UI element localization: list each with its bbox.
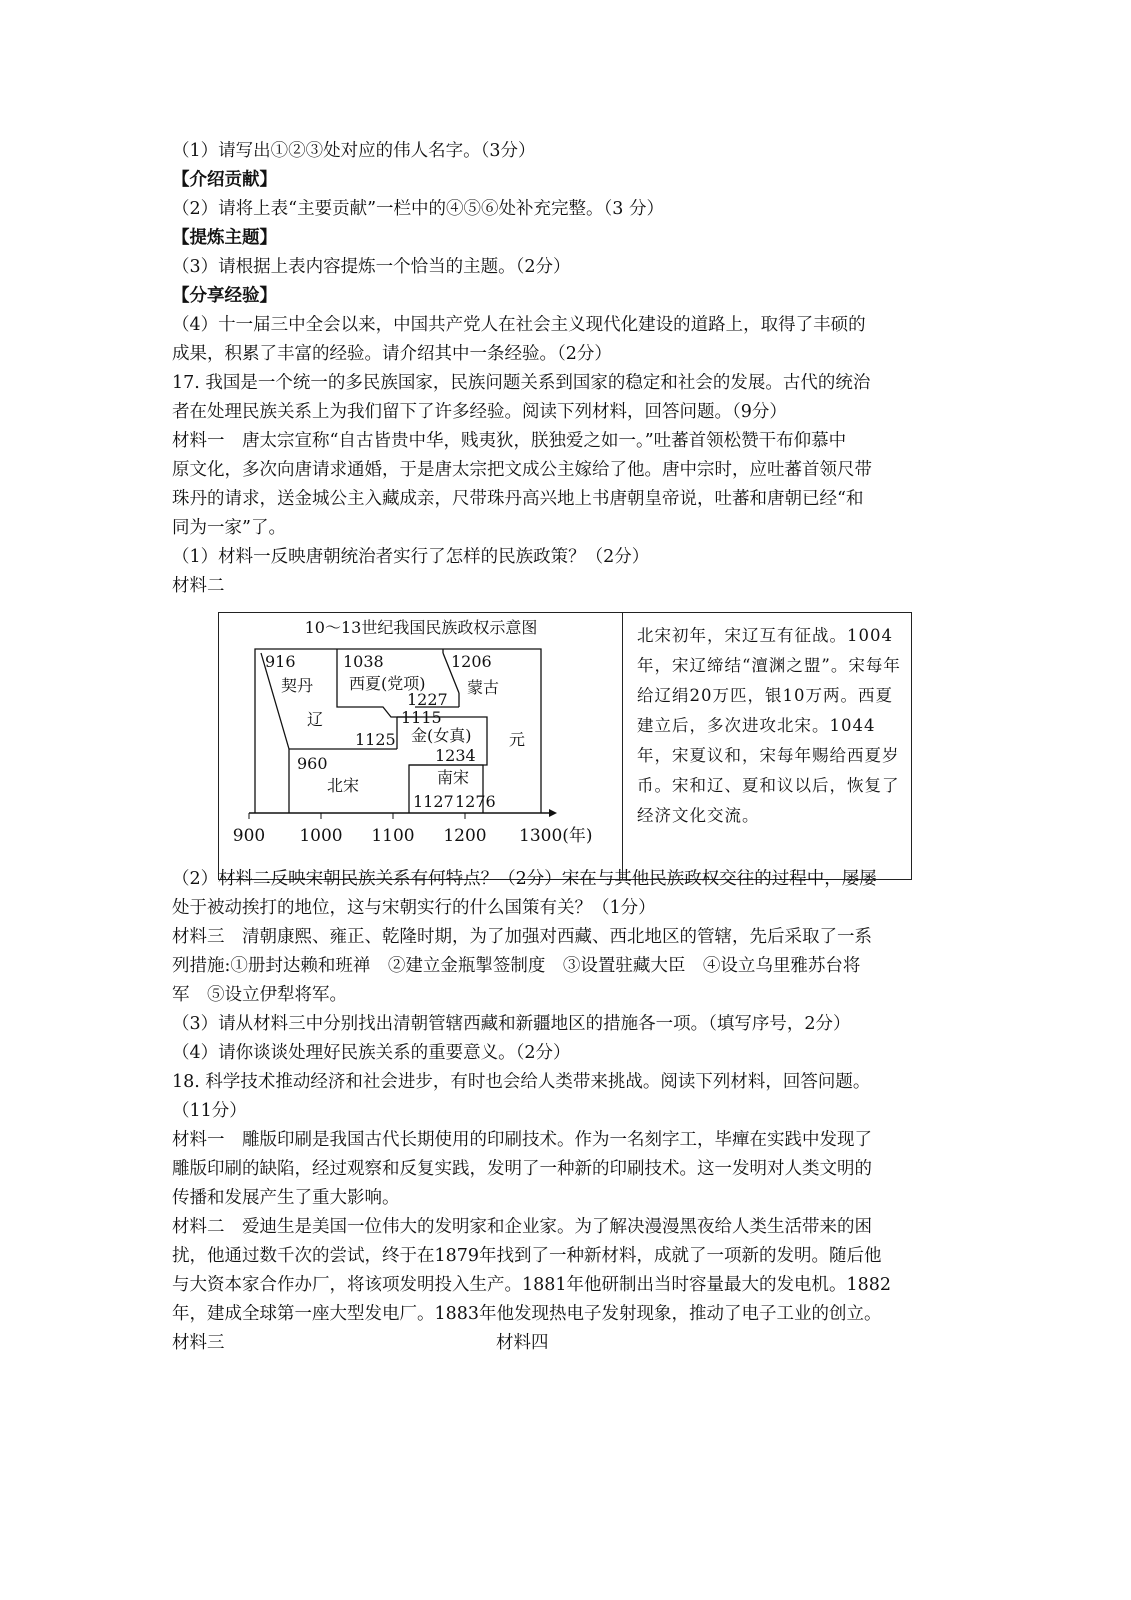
section-heading: 【提炼主题】	[172, 228, 277, 248]
material-2-figure	[218, 612, 912, 880]
material-text: 原文化，多次向唐请求通婚，于是唐太宗把文成公主嫁给了他。唐中宗时，应吐蕃首领尺带	[172, 460, 872, 480]
text-line: （3）请从材料三中分别找出清朝管辖西藏和新疆地区的措施各一项。（填写序号，2分）	[172, 1014, 851, 1034]
material-text: 同为一家”了。	[172, 518, 286, 538]
nansong-start: 1127	[413, 792, 454, 811]
material-text: 传播和发展产生了重大影响。	[172, 1188, 400, 1208]
regime-map	[219, 613, 623, 879]
material-label: 材料二	[172, 576, 225, 596]
text-line: 成果，积累了丰富的经验。请介绍其中一条经验。（2分）	[172, 344, 612, 364]
material-3-label: 材料三	[172, 1333, 225, 1353]
jin-name: 金(女真)	[411, 726, 472, 745]
text-line: 者在处理民族关系上为我们留下了许多经验。阅读下列材料，回答问题。（9分）	[172, 402, 787, 422]
material-text: 扰，他通过数千次的尝试，终于在1879年找到了一种新材料，成就了一项新的发明。随后他	[172, 1246, 882, 1266]
text-line: （4）请你谈谈处理好民族关系的重要意义。（2分）	[172, 1043, 571, 1063]
material-text: 列措施:①册封达赖和班禅 ②建立金瓶掣签制度 ③设置驻藏大臣 ④设立乌里雅苏台将	[172, 956, 861, 976]
beisong-name: 北宋	[327, 776, 360, 795]
beisong-start: 960	[297, 754, 328, 773]
text-line: 处于被动挨打的地位，这与宋朝实行的什么国策有关？（1分）	[172, 898, 656, 918]
material-text: 与大资本家合作办厂，将该项发明投入生产。1881年他研制出当时容量最大的发电机。1882	[172, 1275, 892, 1295]
axis-tick-label: 1000	[299, 826, 343, 846]
material-text: 年，建成全球第一座大型发电厂。1883年他发现热电子发射现象，推动了电子工业的创立。	[172, 1304, 882, 1324]
material-text: 雕版印刷的缺陷，经过观察和反复实践，发明了一种新的印刷技术。这一发明对人类文明的	[172, 1159, 872, 1179]
text-line: （2）材料二反映宋朝民族关系有何特点？（2分）宋在与其他民族政权交往的过程中，屡屡	[172, 869, 877, 889]
xixia-end: 1227	[407, 690, 448, 709]
jin-start: 1115	[401, 708, 442, 727]
axis-tick-label: 1100	[371, 826, 415, 846]
material-text: 材料三 清朝康熙、雍正、乾隆时期，为了加强对西藏、西北地区的管辖，先后采取了一系	[172, 927, 872, 947]
question-18-stem: 18. 科学技术推动经济和社会进步，有时也会给人类带来挑战。阅读下列材料，回答问题。	[172, 1072, 871, 1092]
material-text: 材料二 爱迪生是美国一位伟大的发明家和企业家。为了解决漫漫黑夜给人类生活带来的困	[172, 1217, 872, 1237]
jin-end: 1234	[435, 746, 476, 765]
nansong-end: 1276	[455, 792, 496, 811]
question-17-stem: 17. 我国是一个统一的多民族国家，民族问题关系到国家的稳定和社会的发展。古代的统治	[172, 373, 871, 393]
text-line: （1）请写出①②③处对应的伟人名字。（3分）	[172, 141, 536, 161]
text-line: （2）请将上表“主要贡献”一栏中的④⑤⑥处补充完整。（3 分）	[172, 199, 664, 219]
text-line: （1）材料一反映唐朝统治者实行了怎样的民族政策？（2分）	[172, 547, 650, 567]
material-4-label: 材料四	[496, 1333, 549, 1353]
nansong-name: 南宋	[437, 768, 470, 787]
liao-start: 916	[265, 652, 296, 671]
liao-name: 契丹	[281, 676, 314, 695]
axis-tick-label: 1200	[443, 826, 487, 846]
axis-tick-label: 900	[232, 826, 266, 846]
text-line: （4）十一届三中全会以来，中国共产党人在社会主义现代化建设的道路上，取得了丰硕的	[172, 315, 866, 335]
axis-arrow	[549, 809, 557, 817]
section-heading: 【分享经验】	[172, 286, 277, 306]
material-text: 珠丹的请求，送金城公主入藏成亲，尺带珠丹高兴地上书唐朝皇帝说，吐蕃和唐朝已经“和	[172, 489, 864, 509]
mongol-name: 蒙古	[467, 678, 500, 697]
regime-map-svg	[219, 613, 623, 879]
material-text: 材料一 雕版印刷是我国古代长期使用的印刷技术。作为一名刻字工，毕癉在实践中发现了	[172, 1130, 872, 1150]
material-text: 军 ⑤设立伊犁将军。	[172, 985, 347, 1005]
mongol-start: 1206	[451, 652, 492, 671]
axis-end-label: 1300(年)	[519, 826, 593, 846]
text-line: （11分）	[172, 1101, 247, 1121]
section-heading: 【介绍贡献】	[172, 170, 277, 190]
xixia-start: 1038	[343, 652, 384, 671]
liao-end: 1125	[355, 730, 396, 749]
map-title: 10～13世纪我国民族政权示意图	[304, 618, 538, 637]
xixia-name: 西夏(党项)	[349, 674, 426, 693]
yuan-name: 元	[509, 730, 526, 749]
material-text: 材料一 唐太宗宣称“自古皆贵中华，贱夷狄，朕独爱之如一。”吐蕃首领松赞干布仰慕中	[172, 431, 847, 451]
text-line: （3）请根据上表内容提炼一个恰当的主题。（2分）	[172, 257, 571, 277]
map-description: 北宋初年，宋辽互有征战。1004年，宋辽缔结“澶渊之盟”。宋每年给辽绢20万匹，银10万两。西夏建立后，多次进攻北宋。1044年，宋夏议和，宋每年赐给西夏岁币。宋和辽、夏和议以后，恢复了经济文化交流。	[637, 626, 901, 825]
liao-name-2: 辽	[307, 710, 324, 729]
